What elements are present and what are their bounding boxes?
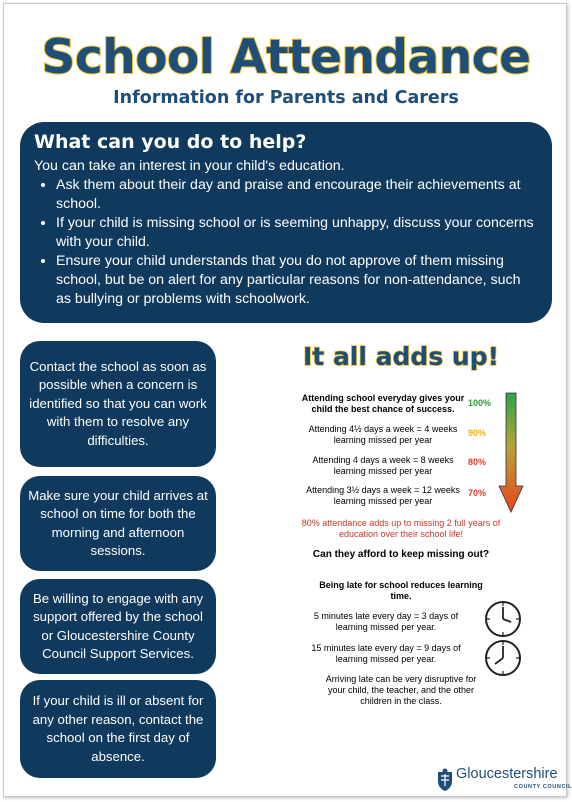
row-line: Attending school everyday gives your — [301, 393, 465, 403]
attendance-row-80 — [298, 455, 468, 477]
row-line: Attending 4 days a week = 8 weeks — [312, 455, 454, 465]
tip-text: Be willing to engage with any support offered by the school or Gloucestershire County Council Support Services. — [32, 590, 204, 661]
warning-line: education over their school life! — [338, 529, 464, 539]
clock-icon — [484, 639, 522, 677]
question-text: Can they afford to keep missing out? — [312, 549, 490, 560]
pct-70: 70% — [468, 488, 487, 498]
row-line: child the best chance of success. — [311, 404, 455, 414]
late-row-line: 15 minutes late every day = 9 days of — [311, 643, 461, 653]
page-subtitle: Information for Parents and Carers — [113, 88, 459, 108]
help-item: • Ensure your child understands that you do not approve of them missing school, but be on alert for any particular reasons for non-attendance, such as bullying or problems with schoolwork. — [56, 252, 538, 309]
late-heading — [235, 580, 567, 602]
late-row-line: learning missed per year. — [335, 654, 437, 664]
pct-100: 100% — [468, 398, 492, 408]
tip-text: Contact the school as soon as possible when a concern is identified so that you can work with them to resolve any difficulties. — [29, 358, 207, 448]
help-title: What can you do to help? — [34, 131, 307, 153]
row-line: Attending 4½ days a week = 4 weeks — [308, 424, 458, 434]
help-item: • Ask them about their day and praise and encourage their achievements at school. — [56, 176, 538, 214]
adds-up-title: It all adds up! — [302, 342, 499, 371]
late-row-15min — [300, 643, 472, 665]
warning-line: 80% attendance adds up to missing 2 full years of — [301, 518, 501, 528]
tip-card-contact-school — [20, 341, 216, 467]
attendance-row-90 — [298, 424, 468, 446]
help-intro: You can take an interest in your child's education. — [34, 158, 345, 174]
late-row-5min — [300, 611, 472, 633]
row-line: learning missed per year — [333, 466, 433, 476]
attendance-gradient-arrow — [498, 392, 524, 514]
pct-90: 90% — [468, 428, 487, 438]
help-item: • If your child is missing school or is seeming unhappy, discuss your concerns with your child. — [56, 214, 538, 252]
row-line: learning missed per year — [333, 496, 433, 506]
help-panel — [20, 122, 552, 323]
tip-card-engage-support — [20, 579, 216, 674]
pct-80: 80% — [468, 457, 487, 467]
late-row-line: 5 minutes late every day = 3 days of — [313, 611, 459, 621]
warning-text — [235, 518, 567, 540]
disruption-line: children in the class. — [360, 696, 442, 706]
row-line: learning missed per year — [333, 435, 433, 445]
logo-name: Gloucestershire — [456, 766, 558, 782]
attendance-row-70 — [298, 485, 468, 507]
logo-sub: COUNTY COUNCIL — [514, 784, 572, 790]
crest-icon — [436, 768, 454, 792]
late-heading-line: time. — [390, 591, 412, 601]
row-line: Attending 3½ days a week = 12 weeks — [306, 485, 460, 495]
disruption-line: your child, the teacher, and the other — [327, 685, 475, 695]
tip-text: If your child is ill or absent for any other reason, contact the school on the first day of absence. — [32, 693, 204, 764]
clock-icon — [484, 600, 522, 638]
disruption-line: Arriving late can be very disruptive for — [325, 674, 477, 684]
help-list — [34, 176, 538, 309]
late-heading-line: Being late for school reduces learning — [319, 580, 483, 590]
page-title: School Attendance — [41, 30, 531, 85]
tip-text: Make sure your child arrives at school on time for both the morning and afternoon sessions. — [28, 487, 208, 558]
attendance-row-100 — [298, 393, 468, 415]
council-logo — [436, 766, 572, 796]
disruption-text — [235, 674, 567, 707]
tip-card-arrive-on-time — [20, 476, 216, 571]
tip-card-illness-absence — [20, 680, 216, 778]
late-row-line: learning missed per year. — [335, 622, 437, 632]
